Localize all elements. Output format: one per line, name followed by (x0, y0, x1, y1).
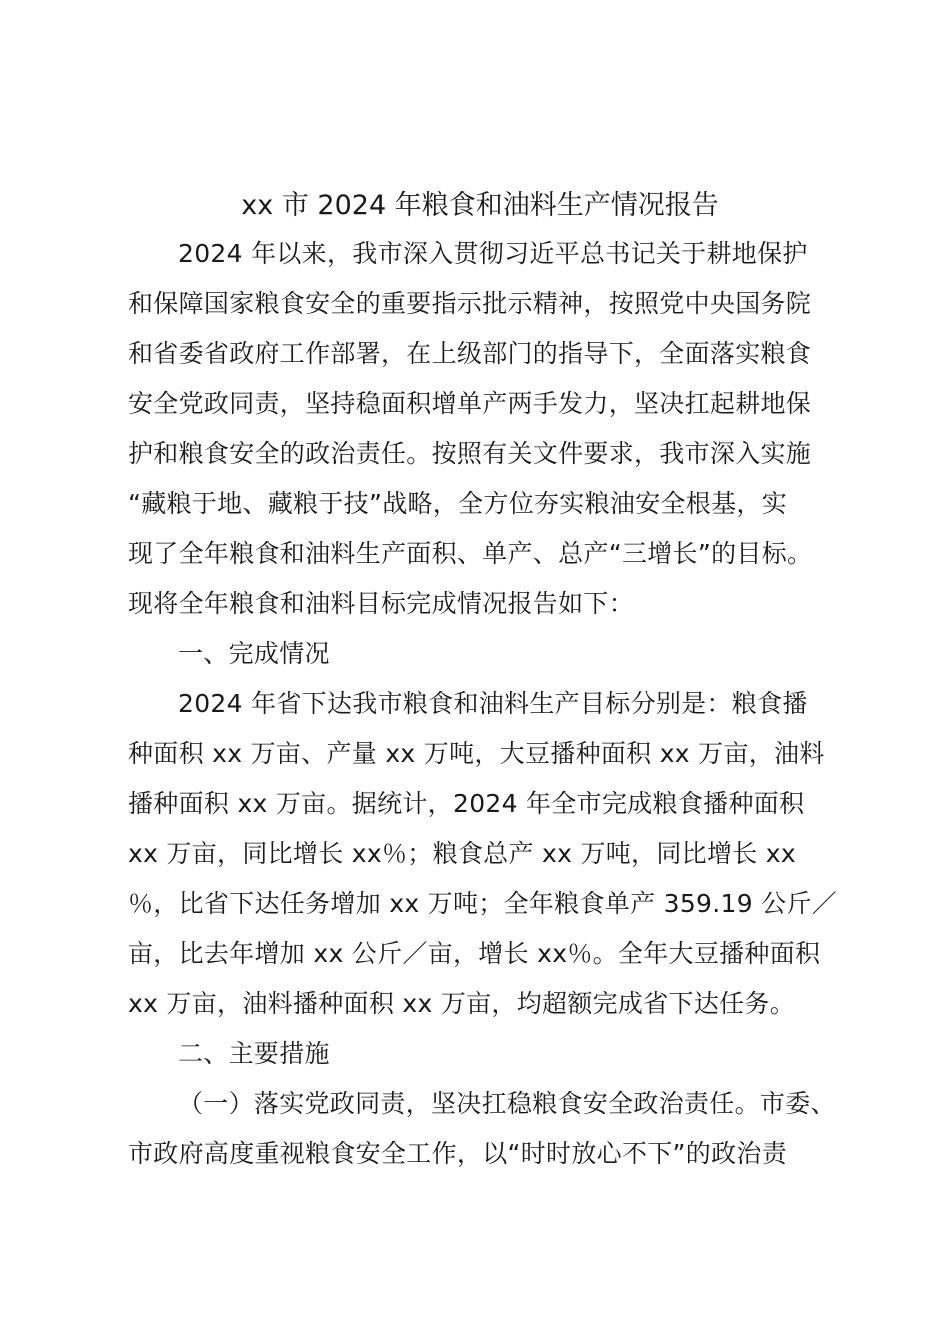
paragraph-line: 市政府高度重视粮食安全工作，以“时时放心不下”的政治责 (128, 1139, 788, 1168)
paragraph-line: 亩，比去年增加 xx 公斤／亩，增长 xx％。全年大豆播种面积 (128, 939, 821, 968)
paragraph-line: xx 万亩，油料播种面积 xx 万亩，均超额完成省下达任务。 (128, 989, 796, 1018)
paragraph-line: 播种面积 xx 万亩。据统计，2024 年全市完成粮食播种面积 (128, 789, 805, 818)
paragraph-line: xx 万亩，同比增长 xx％；粮食总产 xx 万吨，同比增长 xx (128, 839, 796, 868)
paragraph-line: 现将全年粮食和油料目标完成情况报告如下： (128, 589, 635, 618)
paragraph-line: ％，比省下达任务增加 xx 万吨；全年粮食单产 359.19 公斤／ (128, 889, 838, 918)
paragraph-line: “藏粮于地、藏粮于技”战略，全方位夯实粮油安全根基，实 (128, 489, 788, 518)
paragraph-line: 护和粮食安全的政治责任。按照有关文件要求，我市深入实施 (128, 439, 812, 468)
section-heading: 二、主要措施 (178, 1039, 330, 1068)
paragraph-line: 现了全年粮食和油料生产面积、单产、总产“三增长”的目标。 (128, 539, 813, 568)
paragraph-line: 2024 年以来，我市深入贯彻习近平总书记关于耕地保护 (178, 239, 808, 268)
section-heading: 一、完成情况 (178, 639, 330, 668)
document-title: xx 市 2024 年粮食和油料生产情况报告 (241, 190, 719, 221)
paragraph-line: 种面积 xx 万亩、产量 xx 万吨，大豆播种面积 xx 万亩，油料 (128, 739, 825, 768)
paragraph-line: （一）落实党政同责，坚决扛稳粮食安全政治责任。市委、 (178, 1089, 836, 1118)
paragraph-line: 和保障国家粮食安全的重要指示批示精神，按照党中央国务院 (128, 289, 812, 318)
paragraph-line: 和省委省政府工作部署，在上级部门的指导下，全面落实粮食 (128, 339, 812, 368)
paragraph-line: 安全党政同责，坚持稳面积增单产两手发力，坚决扛起耕地保 (128, 389, 812, 418)
paragraph-line: 2024 年省下达我市粮食和油料生产目标分别是：粮食播 (178, 689, 808, 718)
